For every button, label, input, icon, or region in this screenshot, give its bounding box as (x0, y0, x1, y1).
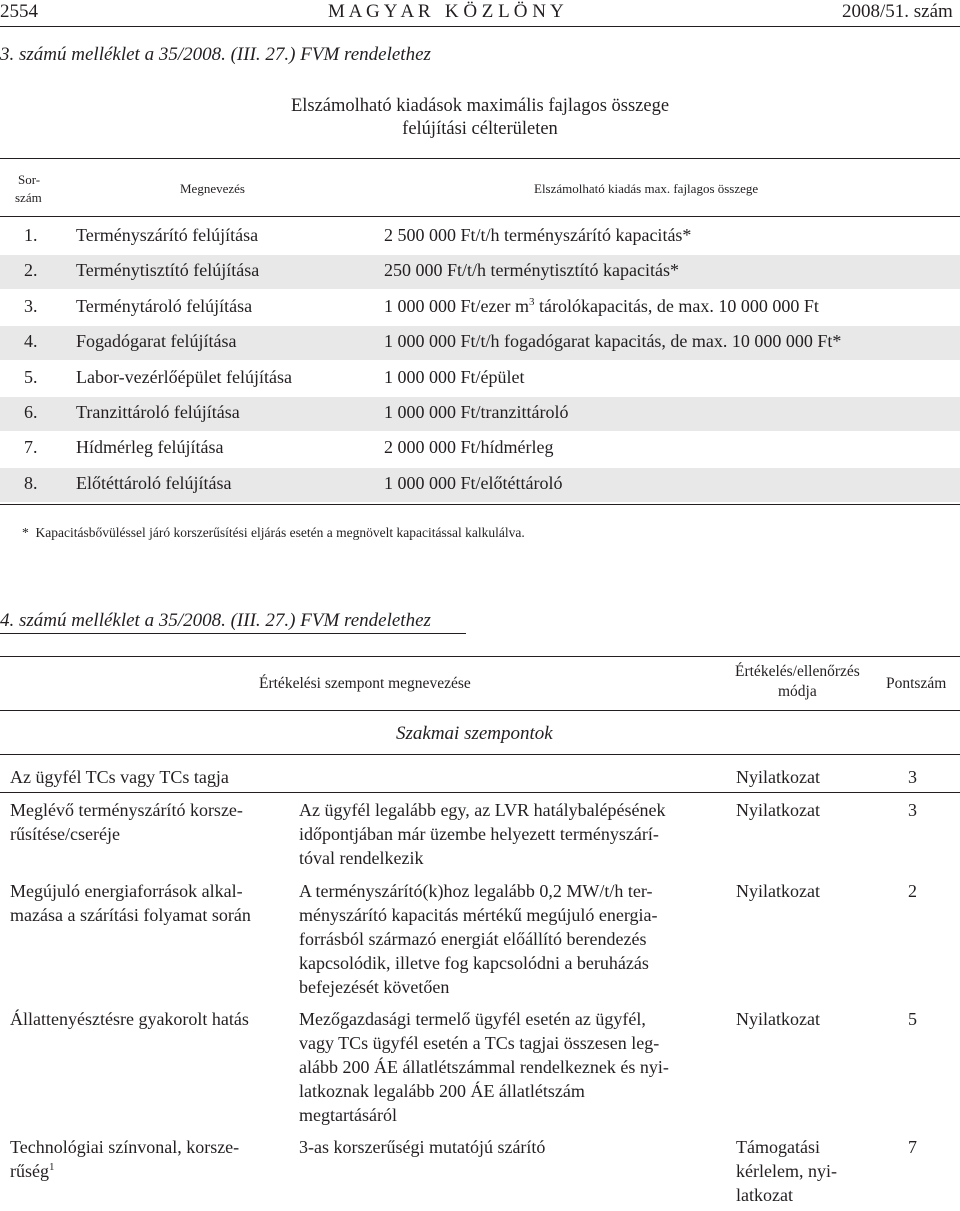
row-number: 6. (24, 402, 38, 422)
row-name: Fogadógarat felújítása (76, 331, 237, 351)
row-number: 2. (24, 260, 38, 280)
row-rule (0, 792, 960, 793)
annex4-title-underline (0, 633, 466, 634)
table-row (0, 362, 960, 396)
table1-bottom-rule (0, 504, 960, 505)
col-amount: Elszámolható kiadás max. fajlagos összege (534, 181, 759, 196)
row-amount: 1 000 000 Ft/épület (384, 367, 525, 387)
table1-head-rule (0, 216, 960, 217)
row-name: Terménytároló felújítása (76, 296, 253, 316)
row-amount: 1 000 000 Ft/ezer $m^3$ tárolókapacitás, de max. 10 000 000 Ft (384, 296, 819, 316)
table-row (0, 397, 960, 431)
row-name: Terménytisztító felújítása (76, 260, 260, 280)
criterion-method: Nyilatkozat (736, 881, 820, 901)
row-number: 4. (24, 331, 38, 351)
table-row (0, 255, 960, 289)
row-amount: 1 000 000 Ft/t/h fogadógarat kapacitás, de max. 10 000 000 Ft* (384, 331, 842, 351)
col-method-line1: Értékelés/ellenőrzés (735, 663, 860, 680)
section-rule (0, 754, 960, 755)
criterion-label: Állattenyésztésre gyakorolt hatás (10, 1009, 249, 1029)
col-method-line2: módja (778, 683, 817, 700)
criterion-points: 3 (908, 800, 917, 820)
criterion-method: Nyilatkozat (736, 1009, 820, 1029)
header-rule (0, 26, 960, 27)
criterion-method: Nyilatkozat (736, 800, 820, 820)
col-criterion: Értékelési szempont megnevezése (259, 675, 471, 692)
section-heading: Szakmai szempontok (396, 723, 553, 744)
table-row (0, 326, 960, 360)
annex3-heading-line1: Elszámolható kiadások maximális fajlagos összege (290, 96, 670, 116)
criterion-description: Az ügyfél legalább egy, az LVR hatálybalépésének időpontjában már üzembe helyezett terményszárí- tóval rendelkezik (299, 800, 666, 868)
col-points: Pontszám (886, 675, 947, 692)
annex3-title: 3. számú melléklet a 35/2008. (III. 27.) FVM rendelethez (0, 44, 431, 65)
table2-top-rule (0, 656, 960, 657)
page-number: 2554 (0, 1, 38, 22)
criterion-label: Meglévő terményszárító korsze- rűsítése/cseréje (10, 800, 243, 844)
criterion-description: A terményszárító(k)hoz legalább 0,2 MW/t/h ter- ményszárító kapacitás mértékű megújuló energia- forrásból származó energiát előállító berendezés kapcsolódik, illetve fog kapcsolódni a beruházás befejezését követően (299, 881, 658, 997)
criterion-description: Mezőgazdasági termelő ügyfél esetén az ügyfél, vagy TCs ügyfél esetén a TCs tagjai összesen leg- alább 200 ÁE állatlétszámmal rendelkeznek és nyi- latkoznak legalább 200 ÁE állatlétszám megtartásáról (299, 1009, 669, 1125)
row-number: 3. (24, 296, 38, 316)
row-number: 7. (24, 437, 38, 457)
row-number: 1. (24, 225, 38, 245)
annex4-title: 4. számú melléklet a 35/2008. (III. 27.) FVM rendelethez (0, 610, 431, 631)
col-no-line1: Sor- (18, 172, 41, 187)
criterion-label: Technológiai színvonal, korsze- rűség$^1$ (10, 1137, 240, 1181)
row-amount: 1 000 000 Ft/tranzittároló (384, 402, 569, 422)
annex3-footnote: * Kapacitásbővüléssel járó korszerűsítési eljárás esetén a megnövelt kapacitással kalkulálva. (22, 525, 525, 540)
row-amount: 2 000 000 Ft/hídmérleg (384, 437, 554, 457)
issue-number: 2008/51. szám (842, 1, 953, 22)
criterion-points: 3 (908, 767, 917, 787)
journal-title: M A G Y A R K Ö Z L Ö N Y (328, 1, 564, 22)
row-name: Hídmérleg felújítása (76, 437, 224, 457)
table-row (0, 468, 960, 502)
table-row (0, 291, 960, 325)
row-amount: 250 000 Ft/t/h terménytisztító kapacitás* (384, 260, 679, 280)
row-name: Labor-vezérlőépület felújítása (76, 367, 293, 387)
criterion-label: Megújuló energiaforrások alkal- mazása a szárítási folyamat során (10, 881, 251, 925)
footnote-marker: 1 (49, 1161, 55, 1173)
table-row (0, 220, 960, 254)
table2-head-rule (0, 710, 960, 711)
criterion-points: 7 (908, 1137, 917, 1157)
criterion-description: 3-as korszerűségi mutatójú szárító (299, 1137, 546, 1157)
criterion-method: Támogatási kérlelem, nyi- latkozat (736, 1137, 837, 1205)
row-name: Terményszárító felújítása (76, 225, 259, 245)
col-name: Megnevezés (180, 181, 245, 196)
criterion-points: 5 (908, 1009, 917, 1029)
col-no-line2: szám (15, 190, 42, 205)
criterion-points: 2 (908, 881, 917, 901)
table-row (0, 432, 960, 466)
row-number: 5. (24, 367, 38, 387)
row-number: 8. (24, 473, 38, 493)
criterion-label: Az ügyfél TCs vagy TCs tagja (10, 767, 229, 787)
row-name: Előtéttároló felújítása (76, 473, 232, 493)
table1-top-rule (0, 158, 960, 159)
row-name: Tranzittároló felújítása (76, 402, 240, 422)
criterion-method: Nyilatkozat (736, 767, 820, 787)
row-amount: 1 000 000 Ft/előtéttároló (384, 473, 563, 493)
annex3-heading-line2: felújítási célterületen (402, 119, 558, 139)
row-amount: 2 500 000 Ft/t/h terményszárító kapacitás* (384, 225, 692, 245)
